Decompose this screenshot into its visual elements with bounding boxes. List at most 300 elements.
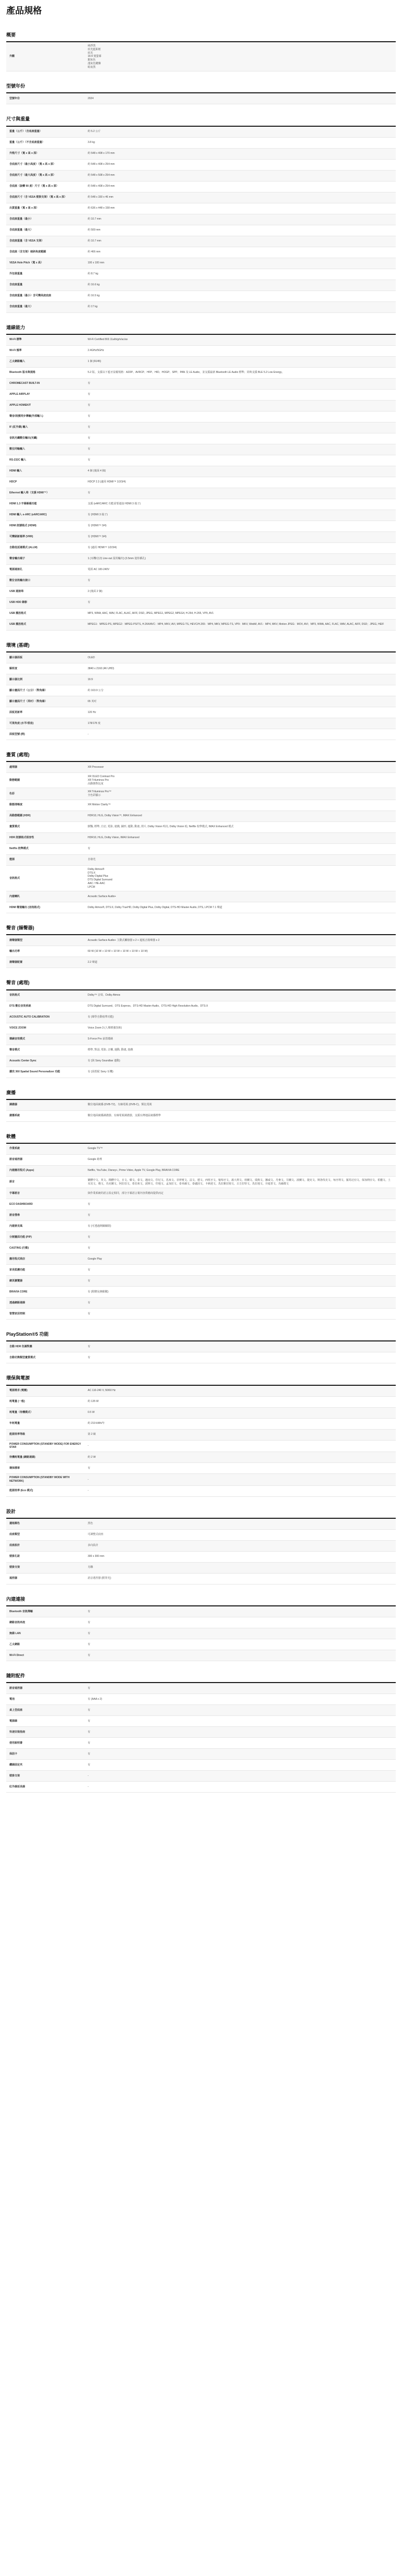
spec-row <box>6 822 396 833</box>
spec-row <box>6 357 396 368</box>
spec-section <box>6 1596 396 1661</box>
spec-table <box>6 935 396 968</box>
spec-label: 內建應用程式 (Apps) <box>9 1169 34 1172</box>
spec-value: 約 5.2 公斤 <box>88 130 101 134</box>
section-title: 畫質 (處理) <box>6 752 396 762</box>
spec-label: CHROMECAST BUILT-IN <box>9 382 40 385</box>
spec-row <box>6 477 396 488</box>
spec-row <box>6 891 396 902</box>
spec-value: 約 16.6 kg <box>88 283 100 287</box>
spec-label: 數位同軸輸入 <box>9 448 26 451</box>
spec-row <box>6 225 396 236</box>
spec-value: - <box>88 1444 89 1447</box>
spec-value: 有 (與 Sony Soundbar 連動) <box>88 1059 120 1063</box>
spec-row <box>6 346 396 357</box>
spec-label: 重量（公斤）（含底座重量） <box>9 130 42 134</box>
spec-value: 1 個 (RJ45) <box>88 360 101 364</box>
spec-value: 數位地面廣播 (DVB-T2)，有線電視 (DVB-C)，類比電視 <box>88 1103 152 1107</box>
spec-value: 約 548 x 508 x 254 mm <box>88 174 115 177</box>
spec-row <box>6 127 396 138</box>
spec-section <box>6 925 396 968</box>
spec-value: 有 <box>88 1345 91 1349</box>
spec-label: 內建喇叭 <box>9 894 20 898</box>
spec-row <box>6 1606 396 1617</box>
spec-label: 耗電量 (一般) <box>9 1400 25 1404</box>
spec-value: Dolby Atmos® DTS:X Dolby Digital Plus DTS Digital Surround AAC / HE-AAC LPCM <box>88 867 113 889</box>
spec-value: OLED <box>88 656 95 659</box>
spec-row <box>6 93 396 104</box>
spec-row <box>6 707 396 718</box>
spec-label: 輸出功率 <box>9 950 20 953</box>
spec-label: HDMI 訊號格式 (HDMI) <box>9 524 37 528</box>
spec-value: 有 <box>88 1202 91 1206</box>
spec-label: Wi-Fi 標準 <box>9 338 22 342</box>
spec-table <box>6 1683 396 1793</box>
spec-label: 面板型號 (例) <box>9 732 25 736</box>
spec-value: XR Triluminos Pro™ 全色彩顯示 <box>88 790 112 797</box>
spec-label: 電源連接孔 <box>9 568 23 572</box>
spec-label: USB 播放格式 <box>9 623 26 626</box>
spec-value: 有 <box>88 1213 91 1217</box>
spec-value: 約 219 kWh/年 <box>88 1422 105 1425</box>
spec-section <box>6 979 396 1078</box>
spec-label: 含底座重量（最大） <box>9 228 33 232</box>
spec-row <box>6 620 396 631</box>
spec-row <box>6 1552 396 1563</box>
spec-row <box>6 291 396 302</box>
spec-row <box>6 138 396 149</box>
spec-value: Acoustic Surface Audio+ 主動式觸發器 x 2 + 超低音揚聲器 x 2 <box>88 939 160 942</box>
spec-value: XR OLED Contrast Pro XR Triluminos Pro 高動態對比度 <box>88 775 115 785</box>
spec-label: 外殼尺寸（寬 x 高 x 深） <box>9 152 39 155</box>
spec-label: 色彩 <box>9 792 15 795</box>
spec-row <box>6 1683 396 1694</box>
spec-value: 約 2 W <box>88 1455 96 1459</box>
spec-row <box>6 171 396 182</box>
spec-label: 畫質模式 <box>9 825 20 829</box>
section-title: 概要 <box>6 32 396 42</box>
spec-row <box>6 1111 396 1122</box>
spec-row <box>6 1298 396 1309</box>
spec-value: S-Force Pro 前置環繞 <box>88 1037 113 1041</box>
spec-row <box>6 1056 396 1067</box>
spec-value: 有 <box>88 1246 91 1250</box>
spec-row <box>6 192 396 203</box>
spec-section <box>6 324 396 631</box>
spec-value: MP3, WMA, AAC, WAV, FLAC, ALAC, AIFF, DSD, JPEG, MPEG1, MPEG2, MPEG4, H.264, H.265, VP9, AV1 <box>88 612 214 615</box>
spec-row <box>6 1341 396 1352</box>
spec-row <box>6 1639 396 1650</box>
spec-label: 語音搜尋 <box>9 1213 20 1217</box>
spec-value: 可調整式底座 <box>88 1533 104 1537</box>
section-title: 軟體 <box>6 1133 396 1144</box>
spec-value: 鮮豔, 標準, 自訂, 電影, 遊戲, 圖形, 運動, 動畫, 照片, Dolby Vision 明亮, Dolby Vision 暗, Netflix 校準模式, IMAX Enhanced 模式 <box>88 825 234 829</box>
spec-value: 另購 <box>88 1566 93 1569</box>
spec-row <box>6 554 396 565</box>
spec-label: 網頁瀏覽器 <box>9 1279 23 1283</box>
spec-row <box>6 844 396 855</box>
spec-value: 有 <box>88 458 91 462</box>
spec-row <box>6 521 396 532</box>
spec-row <box>6 902 396 913</box>
spec-row <box>6 444 396 455</box>
spec-label: USB 連接埠 <box>9 590 23 594</box>
spec-value: 有 <box>88 404 91 407</box>
section-title: 連線能力 <box>6 324 396 335</box>
spec-label: 壁掛支架 <box>9 1566 20 1569</box>
spec-value: - <box>88 1489 89 1493</box>
spec-value: 有 <box>88 437 91 440</box>
spec-label: 纜線固定夾 <box>9 1763 23 1767</box>
spec-value: 約 10.7 mm <box>88 217 101 221</box>
spec-label: 外包裝重量 <box>9 272 23 276</box>
spec-value: 有 <box>88 1466 91 1470</box>
spec-section <box>6 32 396 71</box>
spec-row <box>6 957 396 968</box>
spec-section <box>6 1331 396 1363</box>
spec-value: Wi-Fi Certified 802.11a/b/g/n/ac/ax <box>88 338 128 342</box>
spec-value: 有 <box>88 1752 91 1756</box>
section-title: 設計 <box>6 1508 396 1519</box>
spec-label: 智慧家居控制 <box>9 1312 26 1315</box>
spec-value: AC 110-240 V, 50/60 Hz <box>88 1389 116 1393</box>
spec-label: 顯示器面板 <box>9 656 23 659</box>
spec-value: Google TV™ <box>88 1147 103 1151</box>
section-title: 廣播 <box>6 1090 396 1100</box>
spec-value: 有 (HDMI™ 3/4) <box>88 524 107 528</box>
spec-label: 桌上型底座 <box>9 1708 23 1712</box>
spec-value: 有 <box>88 1356 91 1360</box>
spec-value: DTS Digital Surround、DTS Express、DTS-HD Master Audio、DTS-HD High Resolution Audio、DTS:X <box>88 1005 208 1008</box>
spec-row <box>6 1045 396 1056</box>
spec-row <box>6 609 396 620</box>
spec-value: 約 17 kg <box>88 305 98 309</box>
spec-value: - <box>88 732 89 736</box>
spec-row <box>6 674 396 685</box>
spec-label: 音訊格式 <box>9 994 20 997</box>
spec-table <box>6 93 396 104</box>
spec-row <box>6 788 396 800</box>
spec-label: 能源效率 (Eco 模式) <box>9 1489 33 1493</box>
spec-value: HDR10, HLG, Dolby Vision, IMAX Enhanced <box>88 836 139 840</box>
spec-label: 紅外線延長線 <box>9 1785 26 1788</box>
spec-row <box>6 1419 396 1430</box>
spec-value: 有 <box>88 415 91 418</box>
spec-row <box>6 762 396 773</box>
spec-row <box>6 1727 396 1738</box>
spec-row <box>6 1716 396 1727</box>
spec-row <box>6 499 396 510</box>
spec-value: 有 <box>88 1620 91 1624</box>
section-title: 聲音 (揚聲器) <box>6 925 396 935</box>
spec-label: 語音遙控器 <box>9 1686 23 1690</box>
spec-value: Voice Zoom 3 (人聲增強技術) <box>88 1026 122 1030</box>
spec-row <box>6 269 396 280</box>
spec-value: - <box>88 1785 89 1788</box>
spec-row <box>6 1023 396 1034</box>
spec-row <box>6 1617 396 1628</box>
spec-label: POWER CONSUMPTION (STANDBY MODE) FOR ENERGY STAR <box>9 1442 81 1449</box>
spec-value: Dolby™ 音效、Dolby Atmos <box>88 994 121 997</box>
spec-label: 含底座（含支架）傾斜角度範圍 <box>9 250 46 254</box>
spec-row <box>6 1254 396 1265</box>
spec-value: 有 (可透過開關關閉) <box>88 1224 111 1228</box>
spec-label: 能源效率等級 <box>9 1433 26 1436</box>
spec-label: Wi-Fi Direct <box>9 1653 24 1657</box>
spec-label: 作業系統 <box>9 1147 20 1151</box>
spec-row <box>6 532 396 543</box>
section-title: 環境 (基礎) <box>6 642 396 652</box>
spec-value: 有 (HDMI™ 3/4) <box>88 535 107 539</box>
spec-row <box>6 1243 396 1254</box>
page-title: 產品規格 <box>6 6 42 16</box>
spec-value: 約 548 x 408 x 170 mm <box>88 152 115 155</box>
spec-label: 解析度 <box>9 667 18 670</box>
spec-value: 有 <box>88 847 91 851</box>
spec-table <box>6 1144 396 1320</box>
spec-label: 顯示器比例 <box>9 678 23 681</box>
spec-label: 耗電量（待機模式） <box>9 1411 33 1414</box>
spec-label: 揚聲器配置 <box>9 961 23 964</box>
spec-row <box>6 1530 396 1541</box>
spec-label: DTS 數位音效系統 <box>9 1005 31 1008</box>
spec-value: 有 <box>88 1279 91 1283</box>
spec-label: 調諧器 <box>9 1103 18 1107</box>
spec-label: 含底座重量（含 VESA 支架） <box>9 239 44 243</box>
spec-value: 有 <box>88 1730 91 1734</box>
spec-value: 數位地面廣播調諧器、有線電視調諧器，支援台灣地區廣播標準 <box>88 1114 161 1118</box>
spec-table <box>6 335 396 631</box>
spec-label: 含底座重量（最小）含可變高度底座 <box>9 294 52 298</box>
spec-value: 純淨黑 炫光藍鋁框 炫光 16:9 寬螢幕 銀灰色 淺灰色鍵盤 暗夜黑 <box>88 44 102 69</box>
spec-value: 有 <box>88 1312 91 1315</box>
spec-row <box>6 510 396 521</box>
spec-label: 顯示畫面尺寸（公分）（對角線） <box>9 688 48 692</box>
spec-row <box>6 1628 396 1639</box>
spec-label: 家長監護功能 <box>9 1268 26 1272</box>
spec-row <box>6 1034 396 1045</box>
spec-table <box>6 1606 396 1661</box>
spec-row <box>6 1738 396 1749</box>
spec-value: 60 W (10 W + 10 W + 10 W + 10 W + 10 W + 10 W) <box>88 950 148 953</box>
spec-value: 5.2 版，支援以下藍牙設備規格：A2DP、AVRCP、HFP、HID、HOGP、SPP、PAN 及 LE Audio，並支援最新 Bluetooth LE Audio 標準；同時支援 BLE 5.2 Low Energy。 <box>88 371 285 374</box>
spec-label: 燈源 <box>9 858 15 862</box>
spec-label: 動態範圍 <box>9 778 20 782</box>
spec-section <box>6 1375 396 1496</box>
spec-section <box>6 752 396 913</box>
spec-value: 1 (耳機/音訊 Line-out 混用輸出) (3.5mm 迷你插孔) <box>88 557 146 561</box>
spec-value: XR Motion Clarity™ <box>88 803 111 807</box>
spec-value: MPEG1：MPEG-PS, MPEG2：MPEG-PS/TS, H.264/AVC：MP4, MKV, AVI, MPEG-TS, HEVC/H.265：MP4, MKV, MPEG-TS, VP9：MKV, WebM, AV1：MP4, MKV, Motion JPEG：MOV, AVI；MP3, WMA, AAC, FLAC, WAV, ALAC, AIFF, DSD；JPEG, HEIF <box>88 623 384 626</box>
spec-row <box>6 855 396 866</box>
spec-label: 高動態範圍 (HDR) <box>9 814 31 818</box>
spec-label: 語言 <box>9 1180 15 1184</box>
spec-row <box>6 718 396 729</box>
spec-section <box>6 642 396 740</box>
spec-label: 自動低延遲模式 (ALLM) <box>9 546 38 550</box>
spec-row <box>6 1705 396 1716</box>
spec-value: 約 500 mm <box>88 228 101 232</box>
spec-row <box>6 455 396 466</box>
spec-row <box>6 335 396 346</box>
spec-row <box>6 1760 396 1771</box>
spec-value: 約 163.9 公分 <box>88 688 104 692</box>
spec-label: 壁掛孔距 <box>9 1555 20 1558</box>
spec-label: 自動 HDR 色調對應 <box>9 1345 32 1349</box>
spec-row <box>6 811 396 822</box>
spec-label: APPLE HOMEKIT <box>9 404 31 407</box>
spec-row <box>6 368 396 379</box>
spec-label: HDMI 輸入 e-ARC (eARC/ARC) <box>9 513 47 517</box>
spec-label: 處理器 <box>9 765 18 769</box>
spec-value: 4 個 (後面 4 個) <box>88 469 106 473</box>
spec-value: 約 135 W <box>88 1400 99 1404</box>
spec-label: Ethernet 輸入埠（支援 HDMI™） <box>9 491 49 495</box>
spec-value: 2.2 聲道 <box>88 961 98 964</box>
spec-label: 電源線 <box>9 1719 18 1723</box>
spec-row <box>6 773 396 788</box>
spec-value: 有 <box>88 1268 91 1272</box>
spec-label: 含底座重量（最小） <box>9 217 33 221</box>
spec-table <box>6 762 396 913</box>
spec-label: POWER CONSUMPTION (STANDBY MODE WITH NETWORK) <box>9 1476 70 1483</box>
spec-row <box>6 1177 396 1189</box>
spec-row <box>6 1574 396 1585</box>
spec-row <box>6 379 396 390</box>
spec-value: 約 548 x 408 x 254 mm <box>88 185 115 188</box>
spec-value: 語音遙控器 (附背光) <box>88 1577 111 1580</box>
spec-value: 2.4GHz/5GHz <box>88 349 104 353</box>
spec-value: 2 (後面 2 個) <box>88 590 103 594</box>
spec-value: 100 x 100 mm <box>88 261 104 265</box>
spec-label: 可視角度 (水平/垂直) <box>9 721 34 725</box>
spec-label: HDR 訊號格式相容性 <box>9 836 34 840</box>
spec-value: 有 <box>88 579 91 583</box>
spec-row <box>6 1486 396 1497</box>
spec-label: HDCP <box>9 480 17 484</box>
spec-label: 揚聲器類型 <box>9 939 23 942</box>
spec-label: ECO DASHBOARD <box>9 1202 33 1206</box>
spec-section <box>6 1508 396 1585</box>
spec-label: 保固卡 <box>9 1752 18 1756</box>
spec-label: 含底座（旋轉 90 度）尺寸（寬 x 高 x 深） <box>9 185 59 188</box>
spec-value: 電源 AC 100-240V <box>88 568 110 572</box>
spec-value: 多向設計 <box>88 1544 99 1547</box>
spec-row <box>6 729 396 740</box>
spec-row <box>6 1232 396 1243</box>
spec-value: 300 x 300 mm <box>88 1555 104 1558</box>
spec-value: 3.8 kg <box>88 141 95 144</box>
spec-label: 外觀 <box>9 55 15 58</box>
spec-label: 廣播系統 <box>9 1114 20 1118</box>
spec-row <box>6 182 396 192</box>
spec-label: 動態清晰度 <box>9 803 23 807</box>
spec-label: APPLE AIRPLAY <box>9 393 30 396</box>
spec-row <box>6 1166 396 1177</box>
spec-value: 約 16.5 kg <box>88 294 100 298</box>
spec-row <box>6 390 396 401</box>
spec-table <box>6 990 396 1078</box>
spec-label: 內建麥克風 <box>9 1224 23 1228</box>
spec-value: 黑色 <box>88 1522 93 1526</box>
spec-value: 有 (適用 HDMI™ 1/2/3/4) <box>88 546 117 550</box>
spec-row <box>6 1397 396 1408</box>
spec-label: HDMI 輸入 <box>9 469 22 473</box>
spec-row <box>6 247 396 258</box>
spec-table <box>6 1386 396 1497</box>
section-title: 內建連接 <box>6 1596 396 1606</box>
spec-value: Acoustic Surface Audio+ <box>88 894 116 898</box>
spec-label: 面板更新率 <box>9 710 23 714</box>
spec-value: Google 助理 <box>88 1158 102 1162</box>
spec-value: 有 (附贈兌換點數) <box>88 1290 109 1293</box>
section-title: 聲音 (處理) <box>6 979 396 990</box>
spec-table <box>6 652 396 740</box>
spec-row <box>6 466 396 477</box>
spec-label: Bluetooth 音訊傳輸 <box>9 1610 33 1613</box>
spec-label: 使用說明書 <box>9 1741 23 1745</box>
spec-value: 有 (需搭配 Sony 耳機) <box>88 1070 113 1074</box>
spec-label: VOICE ZOOM <box>9 1026 26 1030</box>
spec-value: 有 <box>88 1763 91 1767</box>
spec-row <box>6 598 396 609</box>
section-title: PlayStation®5 功能 <box>6 1331 396 1341</box>
spec-row <box>6 214 396 225</box>
spec-label: Wi-Fi 頻率 <box>9 349 22 353</box>
section-title: 隨附配件 <box>6 1673 396 1683</box>
spec-row <box>6 422 396 433</box>
spec-label: 型號年份 <box>9 97 20 101</box>
spec-value: 有 (HDMI 3 端子) <box>88 513 108 517</box>
spec-value: 有 <box>88 1653 91 1657</box>
spec-row <box>6 1100 396 1111</box>
spec-value: 有 <box>88 1719 91 1723</box>
spec-row <box>6 236 396 247</box>
spec-row <box>6 1188 396 1199</box>
spec-label: 可變刷新頻率 (VRR) <box>9 535 33 539</box>
spec-row <box>6 1155 396 1166</box>
spec-value: 有 <box>88 426 91 429</box>
spec-section <box>6 1133 396 1320</box>
spec-row <box>6 685 396 696</box>
spec-value: 有 <box>88 1631 91 1635</box>
spec-value: 有 <box>88 1301 91 1304</box>
spec-label: 電源需求 (電壓) <box>9 1389 28 1393</box>
spec-label: 環保標章 <box>9 1466 20 1470</box>
spec-label: 無線 LAN <box>9 1631 21 1635</box>
spec-value: 178/178 度 <box>88 721 101 725</box>
spec-value: 120 Hz <box>88 710 96 714</box>
spec-row <box>6 1221 396 1232</box>
spec-label: Bluetooth 版本與規格 <box>9 371 36 374</box>
spec-value: 3840 x 2160 (4K UHD) <box>88 667 114 670</box>
spec-label: 應用程式商店 <box>9 1257 26 1261</box>
spec-label: 重量（公斤）（不含底座重量） <box>9 141 45 144</box>
spec-value: 有 <box>88 1686 91 1690</box>
spec-row <box>6 1650 396 1661</box>
spec-row <box>6 1694 396 1705</box>
spec-row <box>6 1276 396 1287</box>
spec-value: 自發光 <box>88 858 96 862</box>
spec-value: 約 548 x 408 x 254 mm <box>88 163 115 166</box>
spec-label: 顯示畫面尺寸（英吋）（對角線） <box>9 699 48 703</box>
spec-label: 聲音輸出端子 <box>9 557 26 561</box>
spec-row <box>6 203 396 214</box>
spec-row <box>6 565 396 576</box>
spec-row <box>6 1386 396 1397</box>
spec-row <box>6 149 396 160</box>
spec-row <box>6 1463 396 1474</box>
